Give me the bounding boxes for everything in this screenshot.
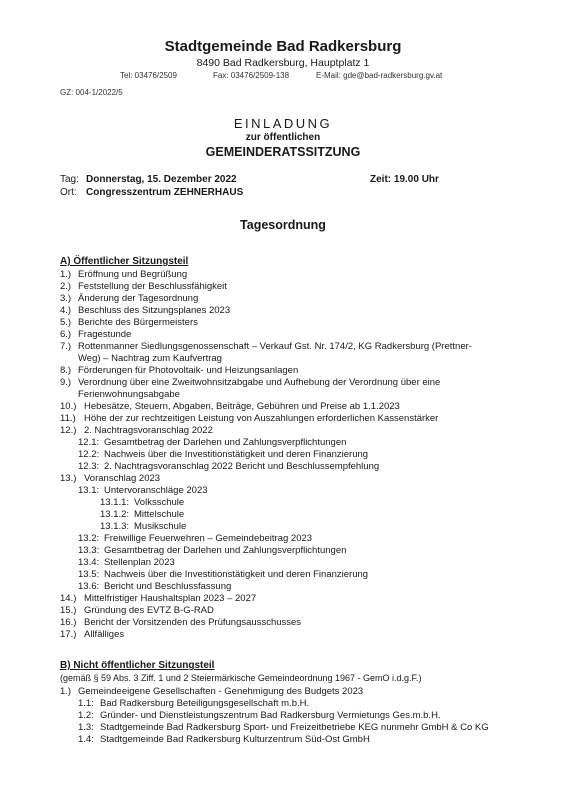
agenda-item: 7.) Rottenmanner Siedlungsgenossenschaft – Verkauf Gst. Nr. 174/2, KG Radkersburg (Prettner- bbox=[60, 341, 472, 352]
agenda-subitem: 12.2: Nachweis über die Investitionstätigkeit und deren Finanzierung bbox=[78, 449, 369, 460]
email-address: E-Mail: gde@bad-radkersburg.gv.at bbox=[316, 71, 443, 80]
agenda-item: 13.) Voranschlag 2023 bbox=[60, 473, 161, 484]
location-label: Ort: bbox=[60, 187, 77, 198]
agenda-item: 9.) Verordnung über eine Zweitwohnsitzabgabe und Aufhebung der Verordnung über eine bbox=[60, 377, 441, 388]
org-name: Stadtgemeinde Bad Radkersburg bbox=[164, 38, 402, 55]
agenda-item-continuation: Ferienwohnungsabgabe bbox=[78, 389, 180, 400]
agenda-item: 10.) Hebesätze, Steuern, Abgaben, Beiträge, Gebühren und Preise ab 1.1.2023 bbox=[60, 401, 400, 412]
date-label: Tag: bbox=[60, 174, 79, 185]
agenda-item: 15.) Gründung des EVTZ B-G-RAD bbox=[60, 605, 214, 616]
reference-number: GZ: 004-1/2022/5 bbox=[60, 88, 123, 97]
agenda-subsubitem: 13.1.1: Volksschule bbox=[100, 497, 185, 508]
agenda-item: 3.) Änderung der Tagesordnung bbox=[60, 293, 199, 304]
agenda-subitem: 1.3: Stadtgemeinde Bad Radkersburg Sport- und Freizeitbetriebe KEG nunmehr GmbH & Co KG bbox=[78, 722, 489, 733]
public-section-heading: A) Öffentlicher Sitzungsteil bbox=[60, 256, 189, 267]
agenda-subitem: 13.4: Stellenplan 2023 bbox=[78, 557, 175, 568]
agenda-subitem: 12.1: Gesamtbetrag der Darlehen und Zahlungsverpflichtungen bbox=[78, 437, 347, 448]
agenda-subitem: 12.3: 2. Nachtragsvoranschlag 2022 Bericht und Beschlussempfehlung bbox=[78, 461, 380, 472]
fax-number: Fax: 03476/2509-138 bbox=[213, 71, 290, 80]
agenda-subitem: 13.6: Bericht und Beschlussfassung bbox=[78, 581, 232, 592]
date-row bbox=[60, 174, 237, 185]
agenda-item: 14.) Mittelfristiger Haushaltsplan 2023 – 2027 bbox=[60, 593, 257, 604]
agenda-subitem: 1.2: Gründer- und Dienstleistungszentrum Bad Radkersburg Vermietungs Ges.m.b.H. bbox=[78, 710, 441, 721]
agenda-item: 4.) Beschluss des Sitzungsplanes 2023 bbox=[60, 305, 231, 316]
location-row bbox=[60, 187, 243, 198]
agenda-item-continuation: Weg) – Nachtrag zum Kaufvertrag bbox=[78, 353, 222, 364]
agenda-subitem: 13.1: Untervoranschläge 2023 bbox=[78, 485, 208, 496]
org-address: 8490 Bad Radkersburg, Hauptplatz 1 bbox=[196, 57, 370, 69]
agenda-title: Tagesordnung bbox=[240, 218, 326, 232]
agenda-item: 12.) 2. Nachtragsvoranschlag 2022 bbox=[60, 425, 213, 436]
invitation-subtitle: zur öffentlichen bbox=[245, 132, 321, 143]
agenda-subitem: 1.4: Stadtgemeinde Bad Radkersburg Kulturzentrum Süd-Ost GmbH bbox=[78, 734, 370, 745]
agenda-subitem: 1.1: Bad Radkersburg Beteiligungsgesellschaft m.b.H. bbox=[78, 698, 310, 709]
agenda-item: 16.) Bericht der Vorsitzenden des Prüfungsausschusses bbox=[60, 617, 302, 628]
invitation-title: EINLADUNG bbox=[233, 116, 333, 131]
agenda-subitem: 13.2: Freiwillige Feuerwehren – Gemeindebeitrag 2023 bbox=[78, 533, 313, 544]
agenda-item: 2.) Feststellung der Beschlussfähigkeit bbox=[60, 281, 227, 292]
agenda-item: 1.) Gemeindeeigene Gesellschaften - Genehmigung des Budgets 2023 bbox=[60, 686, 364, 697]
nonpublic-section-heading: B) Nicht öffentlicher Sitzungsteil bbox=[60, 660, 215, 671]
agenda-item: 8.) Förderungen für Photovoltaik- und Heizungsanlagen bbox=[60, 365, 299, 376]
agenda-subitem: 13.5: Nachweis über die Investitionstätigkeit und deren Finanzierung bbox=[78, 569, 369, 580]
agenda-subitem: 13.3: Gesamtbetrag der Darlehen und Zahlungsverpflichtungen bbox=[78, 545, 347, 556]
agenda-item: 17.) Allfälliges bbox=[60, 629, 125, 640]
agenda-item: 6.) Fragestunde bbox=[60, 329, 132, 340]
agenda-item: 5.) Berichte des Bürgermeisters bbox=[60, 317, 198, 328]
meeting-name: GEMEINDERATSSITZUNG bbox=[205, 145, 361, 159]
agenda-subsubitem: 13.1.2: Mittelschule bbox=[100, 509, 185, 520]
location-value: Congresszentrum ZEHNERHAUS bbox=[86, 187, 244, 198]
phone-number: Tel: 03476/2509 bbox=[120, 71, 177, 80]
agenda-item: 1.) Eröffnung und Begrüßung bbox=[60, 269, 188, 280]
legal-basis-note: (gemäß § 59 Abs. 3 Ziff. 1 und 2 Steiermärkische Gemeindeordnung 1967 - GemO i.d.g.F.) bbox=[60, 673, 422, 683]
agenda-item: 11.) Höhe der zur rechtzeitigen Leistung von Auszahlungen erforderlichen Kassenstärker bbox=[60, 413, 439, 424]
date-value: Donnerstag, 15. Dezember 2022 bbox=[86, 174, 237, 185]
time-value: Zeit: 19.00 Uhr bbox=[370, 174, 439, 185]
agenda-subsubitem: 13.1.3: Musikschule bbox=[100, 521, 187, 532]
